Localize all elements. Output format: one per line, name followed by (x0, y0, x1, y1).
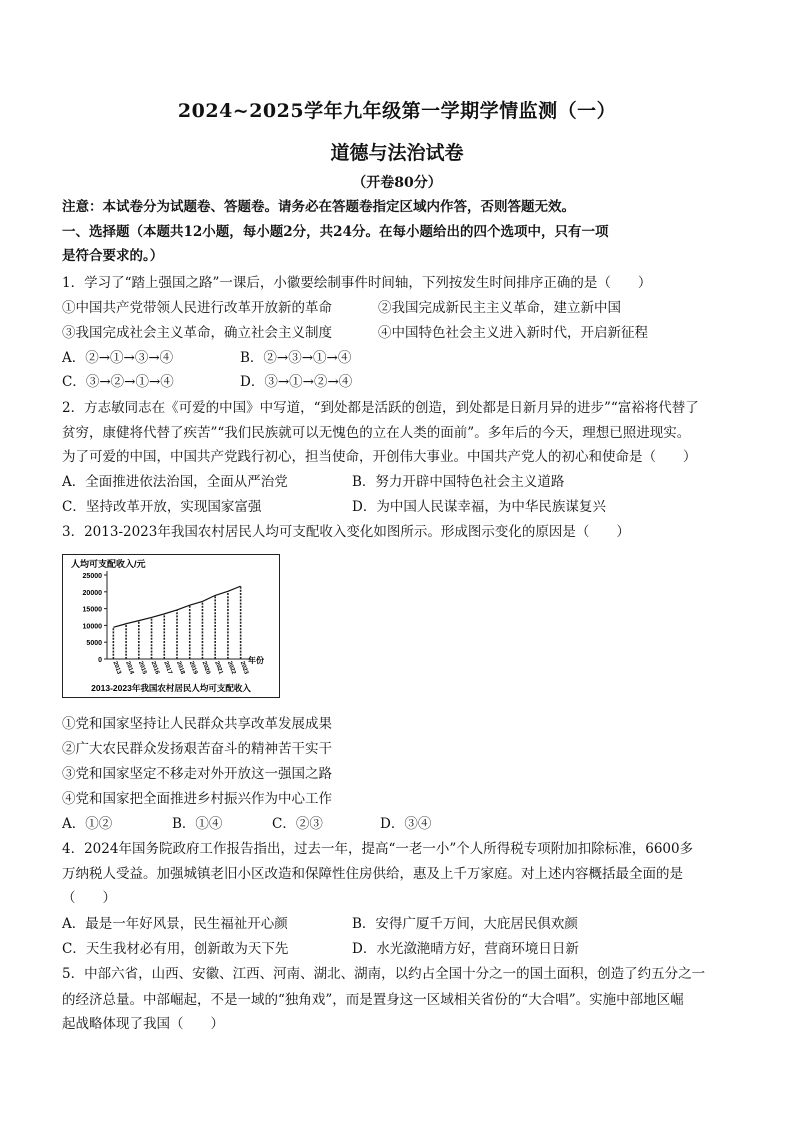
q1-item-2: ②我国完成新民主主义革命，建立新中国 (378, 300, 621, 316)
chart-x-tick-label: 2019 (187, 660, 199, 676)
chart-x-tick-label: 2023 (238, 660, 249, 676)
chart-y-tick-label: 10000 (82, 623, 102, 631)
chart-x-tick-label: 2015 (136, 660, 148, 676)
chart-y-tick-label: 20000 (82, 589, 102, 597)
chart-xlabel: 年份 (248, 656, 264, 665)
chart-x-tick-label: 2021 (213, 660, 224, 676)
q3-stem: 3．2013-2023年我国农村居民人均可支配收入变化如图所示。形成图示变化的原因是（ ） (62, 524, 630, 540)
chart-x-tick-label: 2020 (200, 660, 211, 676)
chart-x-tick-label: 2022 (226, 660, 237, 676)
q4-option-d: D．水光潋滟晴方好，营商环境日日新 (352, 941, 579, 957)
q1-option-d: D．③→①→②→④ (240, 374, 353, 390)
section1-heading-cont: 是符合要求的。） (62, 248, 164, 264)
q3-item-2: ②广大农民群众发扬艰苦奋斗的精神苦干实干 (62, 741, 332, 757)
q1-option-b: B．②→③→①→④ (240, 350, 352, 366)
income-chart-svg (63, 555, 279, 697)
q2-option-c: C．坚持改革开放，实现国家富强 (62, 499, 262, 515)
q4-line-3: （ ） (62, 890, 116, 906)
score-note: （开卷80分） (352, 175, 442, 191)
q1-stem: 1．学习了“踏上强国之路”一课后，小徽要绘制事件时间轴，下列按发生时间排序正确的是（ ） (62, 275, 652, 291)
q4-option-a: A．最是一年好风景，民生福祉开心颜 (62, 916, 288, 932)
q4-option-b: B．安得广厦千万间，大庇居民俱欢颜 (352, 916, 578, 932)
chart-x-tick-label: 2016 (149, 660, 160, 676)
q2-option-a: A．全面推进依法治国，全面从严治党 (62, 474, 288, 490)
q1-item-3: ③我国完成社会主义革命，确立社会主义制度 (62, 325, 332, 341)
chart-y-tick-label: 15000 (82, 606, 102, 614)
exam-title: 2024~2025学年九年级第一学期学情监测（一） (177, 100, 617, 122)
q2-line-3: 为了可爱的中国，中国共产党践行初心，担当使命，开创伟大事业。中国共产党人的初心和使命是（ ） (62, 449, 697, 465)
q4-line-2: 万纳税人受益。加强城镇老旧小区改造和保障性住房供给，惠及上千万家庭。对上述内容概括最全面的是 (62, 866, 683, 882)
q1-item-4: ④中国特色社会主义进入新时代，开启新征程 (378, 325, 648, 341)
q3-option-a: A．①② (62, 816, 113, 832)
q2-option-d: D．为中国人民谋幸福，为中华民族谋复兴 (352, 499, 606, 515)
q1-option-c: C．③→②→①→④ (62, 374, 174, 390)
chart-ylabel: 人均可支配收入/元 (71, 559, 146, 569)
income-chart (62, 554, 280, 698)
q2-option-b: B．努力开辟中国特色社会主义道路 (352, 474, 565, 490)
q2-line-2: 贫穷，康健将代替了疾苦”“我们民族就可以无愧色的立在人类的面前”。多年后的今天，理想已照进现实。 (62, 425, 691, 441)
q3-option-c: C．②③ (272, 816, 323, 832)
q4-option-c: C．天生我材必有用，创新敢为天下先 (62, 941, 289, 957)
q3-item-1: ①党和国家坚持让人民群众共享改革发展成果 (62, 716, 332, 732)
q1-option-a: A．②→①→③→④ (62, 350, 174, 366)
subject-title: 道德与法治试卷 (330, 142, 464, 164)
q4-line-1: 4．2024年国务院政府工作报告指出，过去一年，提高“一老一小”个人所得税专项附加扣除标准，6600多 (62, 841, 694, 857)
q2-line-1: 2．方志敏同志在《可爱的中国》中写道，“到处都是活跃的创造，到处都是日新月异的进步”“富裕将代替了 (62, 400, 699, 416)
q5-line-1: 5．中部六省，山西、安徽、江西、河南、湖北、湖南，以约占全国十分之一的国土面积，创造了约五分之一 (62, 966, 706, 982)
chart-x-tick-label: 2018 (175, 660, 186, 676)
q3-option-d: D．③④ (380, 816, 432, 832)
chart-y-tick-label: 5000 (86, 640, 102, 648)
q3-item-3: ③党和国家坚定不移走对外开放这一强国之路 (62, 766, 332, 782)
q3-item-4: ④党和国家把全面推进乡村振兴作为中心工作 (62, 791, 332, 807)
chart-x-tick-label: 2014 (124, 660, 135, 676)
chart-series-line (113, 586, 240, 627)
chart-y-tick-label: 0 (98, 657, 102, 664)
chart-title: 2013-2023年我国农村居民人均可支配收入 (91, 683, 251, 693)
q3-option-b: B．①④ (172, 816, 223, 832)
q1-item-1: ①中国共产党带领人民进行改革开放新的革命 (62, 300, 332, 316)
chart-y-tick-label: 25000 (82, 573, 102, 580)
notice: 注意：本试卷分为试题卷、答题卷。请务必在答题卷指定区域内作答，否则答题无效。 (62, 199, 575, 215)
section1-heading: 一、选择题（本题共12小题，每小题2分，共24分。在每小题给出的四个选项中，只有一项 (62, 224, 609, 240)
q5-line-2: 的经济总量。中部崛起，不是一域的“独角戏”，而是置身这一区域相关省份的“大合唱”。实施中部地区崛 (62, 992, 684, 1008)
chart-x-tick-label: 2013 (111, 660, 122, 676)
q5-line-3: 起战略体现了我国（ ） (62, 1016, 224, 1032)
chart-x-tick-label: 2017 (162, 660, 173, 676)
